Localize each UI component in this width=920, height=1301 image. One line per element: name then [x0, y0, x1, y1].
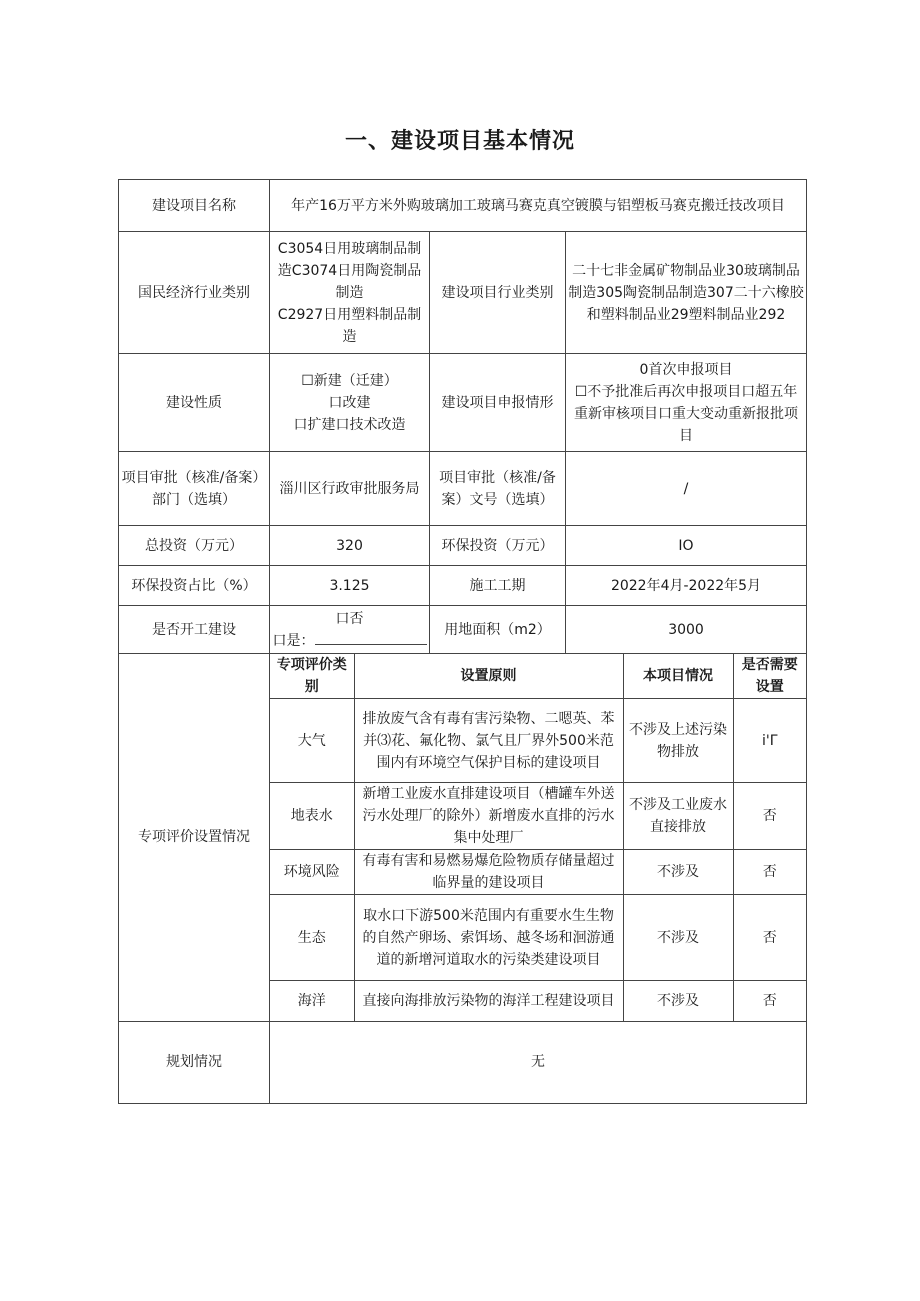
special-evaluation-cell	[270, 654, 807, 1022]
special-row-need: 否	[733, 783, 806, 850]
env-investment-label: 环保投资（万元）	[430, 526, 566, 566]
approval-doc-value: /	[566, 452, 807, 526]
table-row	[270, 981, 806, 1021]
nature-option-expand[interactable]: 口扩建口技术改造	[293, 416, 406, 433]
industry-value-line2: C2927日用塑料制品制造	[277, 306, 422, 345]
page-title: 一、建设项目基本情况	[344, 129, 575, 154]
special-row-principle: 排放废气含有毒有害污染物、二嗯英、苯并⑶花、氟化物、氯气且厂界外500米范围内有环境空气保护目标的建设项目	[354, 699, 623, 783]
land-area-value: 3000	[566, 606, 807, 654]
row-special-evaluation	[119, 654, 807, 1022]
special-row-need: 否	[733, 981, 806, 1021]
table-row	[270, 895, 806, 981]
started-option-no[interactable]: 口否	[335, 610, 364, 627]
special-row-category: 海洋	[270, 981, 354, 1021]
special-row-need: 否	[733, 895, 806, 981]
special-header-situation: 本项目情况	[623, 654, 733, 699]
special-row-category: 地表水	[270, 783, 354, 850]
nature-options	[270, 354, 430, 452]
planning-value: 无	[270, 1021, 807, 1103]
special-header-need: 是否需要设置	[733, 654, 806, 699]
started-label: 是否开工建设	[119, 606, 270, 654]
special-header-principle: 设置原则	[354, 654, 623, 699]
special-row-principle: 直接向海排放污染物的海洋工程建设项目	[354, 981, 623, 1021]
started-options	[270, 606, 430, 654]
env-ratio-label: 环保投资占比（%）	[119, 566, 270, 606]
row-industry	[119, 232, 807, 354]
special-row-situation: 不涉及工业废水直接排放	[623, 783, 733, 850]
special-row-category: 生态	[270, 895, 354, 981]
basic-info-table	[118, 179, 807, 1104]
application-option-other[interactable]: ☐不予批准后再次申报项目口超五年重新审核项目口重大变动重新报批项目	[574, 383, 798, 444]
special-row-principle: 新增工业废水直排建设项目（槽罐车外送污水处理厂的除外）新增废水直排的污水集中处理厂	[354, 783, 623, 850]
table-row	[270, 850, 806, 895]
special-evaluation-table	[270, 654, 806, 1021]
application-label: 建设项目申报情形	[430, 354, 566, 452]
industry-value-line1: C3054日用玻璃制品制造C3074日用陶瓷制品制造	[277, 240, 422, 301]
row-project-name	[119, 180, 807, 232]
special-header-row	[270, 654, 806, 699]
construction-period-value: 2022年4月-2022年5月	[566, 566, 807, 606]
special-row-need: i'Γ	[733, 699, 806, 783]
approval-dept-label: 项目审批（核准/备案）部门（选填）	[119, 452, 270, 526]
nature-label: 建设性质	[119, 354, 270, 452]
application-option-first[interactable]: 0首次申报项目	[639, 361, 733, 378]
row-investment	[119, 526, 807, 566]
special-row-situation: 不涉及上述污染物排放	[623, 699, 733, 783]
application-options	[566, 354, 807, 452]
row-ratio	[119, 566, 807, 606]
special-header-category: 专项评价类别	[270, 654, 354, 699]
industry-label: 国民经济行业类别	[119, 232, 270, 354]
special-row-situation: 不涉及	[623, 850, 733, 895]
row-planning	[119, 1021, 807, 1103]
project-industry-value: 二十七非金属矿物制品业30玻璃制品制造305陶瓷制品制造307二十六橡胶和塑料制品业29塑料制品业292	[566, 232, 807, 354]
table-row	[270, 699, 806, 783]
total-investment-value: 320	[270, 526, 430, 566]
industry-value	[270, 232, 430, 354]
special-row-principle: 取水口下游500米范围内有重要水生生物的自然产卵场、索饵场、越冬场和洄游通道的新增河道取水的污染类建设项目	[354, 895, 623, 981]
project-name-label: 建设项目名称	[119, 180, 270, 232]
special-row-category: 环境风险	[270, 850, 354, 895]
special-row-need: 否	[733, 850, 806, 895]
total-investment-label: 总投资（万元）	[119, 526, 270, 566]
row-approval	[119, 452, 807, 526]
started-option-yes[interactable]: 口是：	[272, 632, 315, 649]
row-started	[119, 606, 807, 654]
started-date-blank	[315, 630, 427, 645]
approval-dept-value: 淄川区行政审批服务局	[270, 452, 430, 526]
project-industry-label: 建设项目行业类别	[430, 232, 566, 354]
project-name-value: 年产16万平方米外购玻璃加工玻璃马赛克真空镀膜与铝塑板马赛克搬迁技改项目	[270, 180, 807, 232]
special-row-situation: 不涉及	[623, 895, 733, 981]
nature-option-rebuild[interactable]: 口改建	[328, 394, 371, 411]
construction-period-label: 施工工期	[430, 566, 566, 606]
env-ratio-value: 3.125	[270, 566, 430, 606]
special-row-situation: 不涉及	[623, 981, 733, 1021]
special-evaluation-label: 专项评价设置情况	[119, 654, 270, 1022]
row-nature	[119, 354, 807, 452]
special-row-principle: 有毒有害和易燃易爆危险物质存储量超过临界量的建设项目	[354, 850, 623, 895]
nature-option-new[interactable]: ☐新建（迁建）	[301, 372, 398, 389]
special-row-category: 大气	[270, 699, 354, 783]
approval-doc-label: 项目审批（核准/备案）文号（选填）	[430, 452, 566, 526]
table-row	[270, 783, 806, 850]
planning-label: 规划情况	[119, 1021, 270, 1103]
env-investment-value: IO	[566, 526, 807, 566]
land-area-label: 用地面积（m2）	[430, 606, 566, 654]
